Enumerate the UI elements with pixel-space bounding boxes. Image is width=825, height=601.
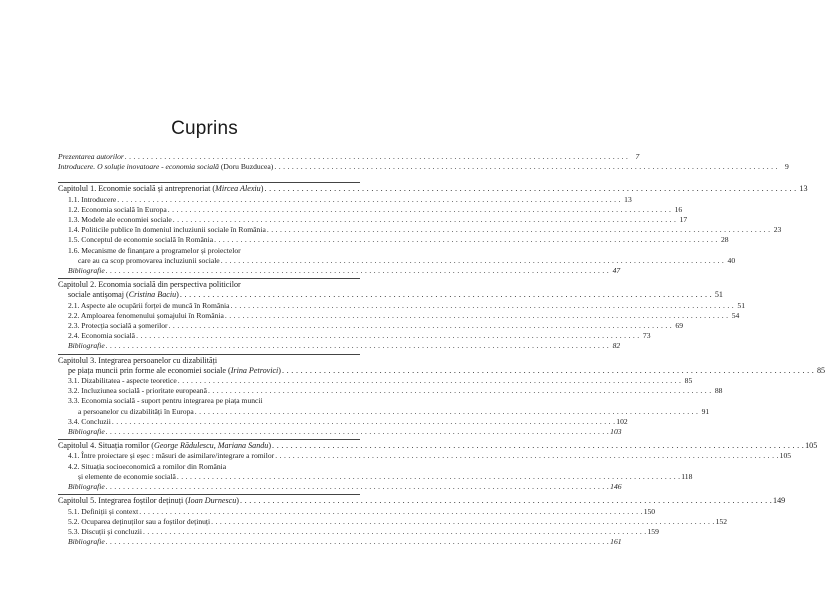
toc-page-number: 105 [805,441,818,451]
dot-leader [264,184,796,194]
toc-entry: 5.2. Ocuparea deținuților sau a foștilor deținuți . . . 152 [58,517,360,527]
chapter-heading-2 [58,280,360,290]
toc-page-number: 85 [816,365,825,375]
toc-entry: 2.4. Economia socială . . . 73 [58,331,360,341]
toc-entry: 1.4. Politicile publice în domeniul incluziunii sociale în România . . . 23 [58,225,360,235]
toc-entry: 3.4. Concluzii . . . 102 [58,417,360,427]
toc-page-number: 118 [681,471,693,481]
toc-entry-continuation: și elemente de economie socială . . . 118 [58,472,360,482]
toc-bibliography: Bibliografie . . . 146 [58,482,360,492]
dot-leader [274,162,777,172]
chapter-author: Cristina Baciu [128,290,177,300]
chapter-title: Capitolul 2. Economia socială din perspectiva politicilor [58,280,241,290]
toc-entry: 4.1. Între proiectare și eșec : măsuri de asimilare/integrare a romilor . . . 105 [58,451,360,461]
toc-page-number: 102 [616,416,628,426]
toc-entry: 1.6. Mecanisme de finanțare a programelor și proiectelor [68,245,241,255]
toc-page-number: 161 [610,537,622,547]
chapter-author: Mircea Alexiu [215,184,261,194]
chapter-heading-1: Capitolul 1. Economie socială și antreprenoriat (Mircea Alexiu) . . . 13 [58,184,360,194]
toc-entry-text: Introducere. O soluție inovatoare - economia socială [58,162,219,172]
chapter-title: Capitolul 1. Economie socială și antreprenoriat [58,184,211,194]
toc-page-number: 88 [714,386,723,396]
toc-entry: 2.1. Aspecte ale ocupării forței de muncă în România . . . 51 [58,301,360,311]
toc-entry-continuation: a persoanelor cu dizabilități în Europa . . . 91 [58,407,360,417]
chapter-heading-3-cont: pe piața muncii prin forme ale economiei sociale (Irina Petrovici) . . . 85 [58,366,360,376]
toc-entry: 1.2. Economia socială în Europa . . . 16 [58,205,360,215]
toc-page-number: 73 [642,331,651,341]
toc-page-number: 47 [612,266,621,276]
toc-page-number: 159 [647,526,659,536]
chapter-divider [58,494,360,495]
toc-bibliography: Bibliografie . . . 161 [58,537,360,547]
chapter-divider [58,354,360,355]
toc-page-number: 146 [610,482,622,492]
toc-page-number: 152 [715,516,727,526]
chapter-author: Ioan Durnescu [187,496,237,506]
chapter-divider [58,182,360,183]
toc-page-number: 69 [675,321,683,331]
chapter-author: George Rădulescu, Mariana Sandu [154,441,269,451]
chapter-heading-4: Capitolul 4. Situația romilor (George Rădulescu, Mariana Sandu) . . . 105 [58,441,360,451]
toc-entry-continuation: care au ca scop promovarea incluziunii sociale . . . 40 [58,256,360,266]
toc-page-number: 9 [784,162,789,172]
dot-leader [125,152,628,162]
toc-entry: 2.2. Amploarea fenomenului șomajului în România . . . 54 [58,311,360,321]
toc-page-number: 13 [624,194,632,204]
toc-page-number: 51 [714,290,723,300]
toc-bibliography: Bibliografie . . . 82 [58,341,360,351]
toc-page-number: 85 [684,376,693,386]
toc-entry: 2.3. Protecția socială a șomerilor . . . 69 [58,321,360,331]
chapter-heading-5: Capitolul 5. Integrarea foștilor deținuți (Ioan Durnescu) . . . 149 [58,496,360,506]
toc-entry: 1.1. Introducere . . . 13 [58,195,360,205]
toc-page-number: 54 [731,310,740,320]
toc-entry: 3.3. Economia socială - suport pentru integrarea pe piața muncii [68,396,263,406]
chapter-author: Irina Petrovici [230,365,279,375]
toc-bibliography: Bibliografie . . . 103 [58,427,360,437]
toc-page-number: 17 [679,215,688,225]
toc-entry-authors [58,152,640,162]
toc-bibliography: Bibliografie . . . 47 [58,266,360,276]
chapter-divider [58,439,360,440]
chapter-heading-3 [58,356,360,366]
toc-page-number: 40 [727,255,736,265]
toc-page-number: 28 [720,235,729,245]
toc-entry: 5.1. Definiții și context . . . 150 [58,507,360,517]
toc-entry: 4.2. Situația socioeconomică a romilor din România [68,461,227,471]
chapter-title: Capitolul 4. Situația romilor [58,441,150,451]
chapter-heading-2-cont: sociale antișomaj (Cristina Baciu) . . . 51 [58,290,360,300]
chapter-divider [58,278,360,279]
toc-entry-author: (Doru Buzducea) [218,162,274,172]
toc-entry: 3.2. Incluziunea socială - prioritate europeană . . . 88 [58,386,360,396]
chapter-title: Capitolul 5. Integrarea foștilor deținuți [58,496,184,506]
toc-page-number: 16 [674,204,683,214]
chapter-title: Capitolul 3. Integrarea persoanelor cu dizabilități [58,355,218,365]
toc-page-number: 23 [773,225,782,235]
toc-page-number: 149 [773,496,786,506]
toc-entry: 5.3. Discuții și concluzii . . . 159 [58,527,360,537]
toc-page-number: 103 [610,427,622,437]
toc-page-number: 13 [799,184,808,194]
toc-entry: 1.3. Modele ale economiei sociale . . . 17 [58,215,360,225]
table-of-contents [58,152,825,547]
toc-page-number: 7 [635,152,640,161]
page-title: Cuprins [171,118,238,139]
toc-page-number: 150 [643,506,656,516]
toc-page-number: 105 [779,451,792,461]
toc-entry: 3.1. Dizabilitatea - aspecte teoretice . . . 85 [58,376,360,386]
toc-page-number: 82 [612,341,621,351]
toc-entry: 1.5. Conceptul de economie socială în România . . . 28 [58,235,360,245]
toc-page-number: 51 [737,300,745,310]
toc-entry-text: Prezentarea autorilor [58,152,124,161]
toc-page-number: 91 [701,406,710,416]
toc-entry-introduction [58,162,789,172]
